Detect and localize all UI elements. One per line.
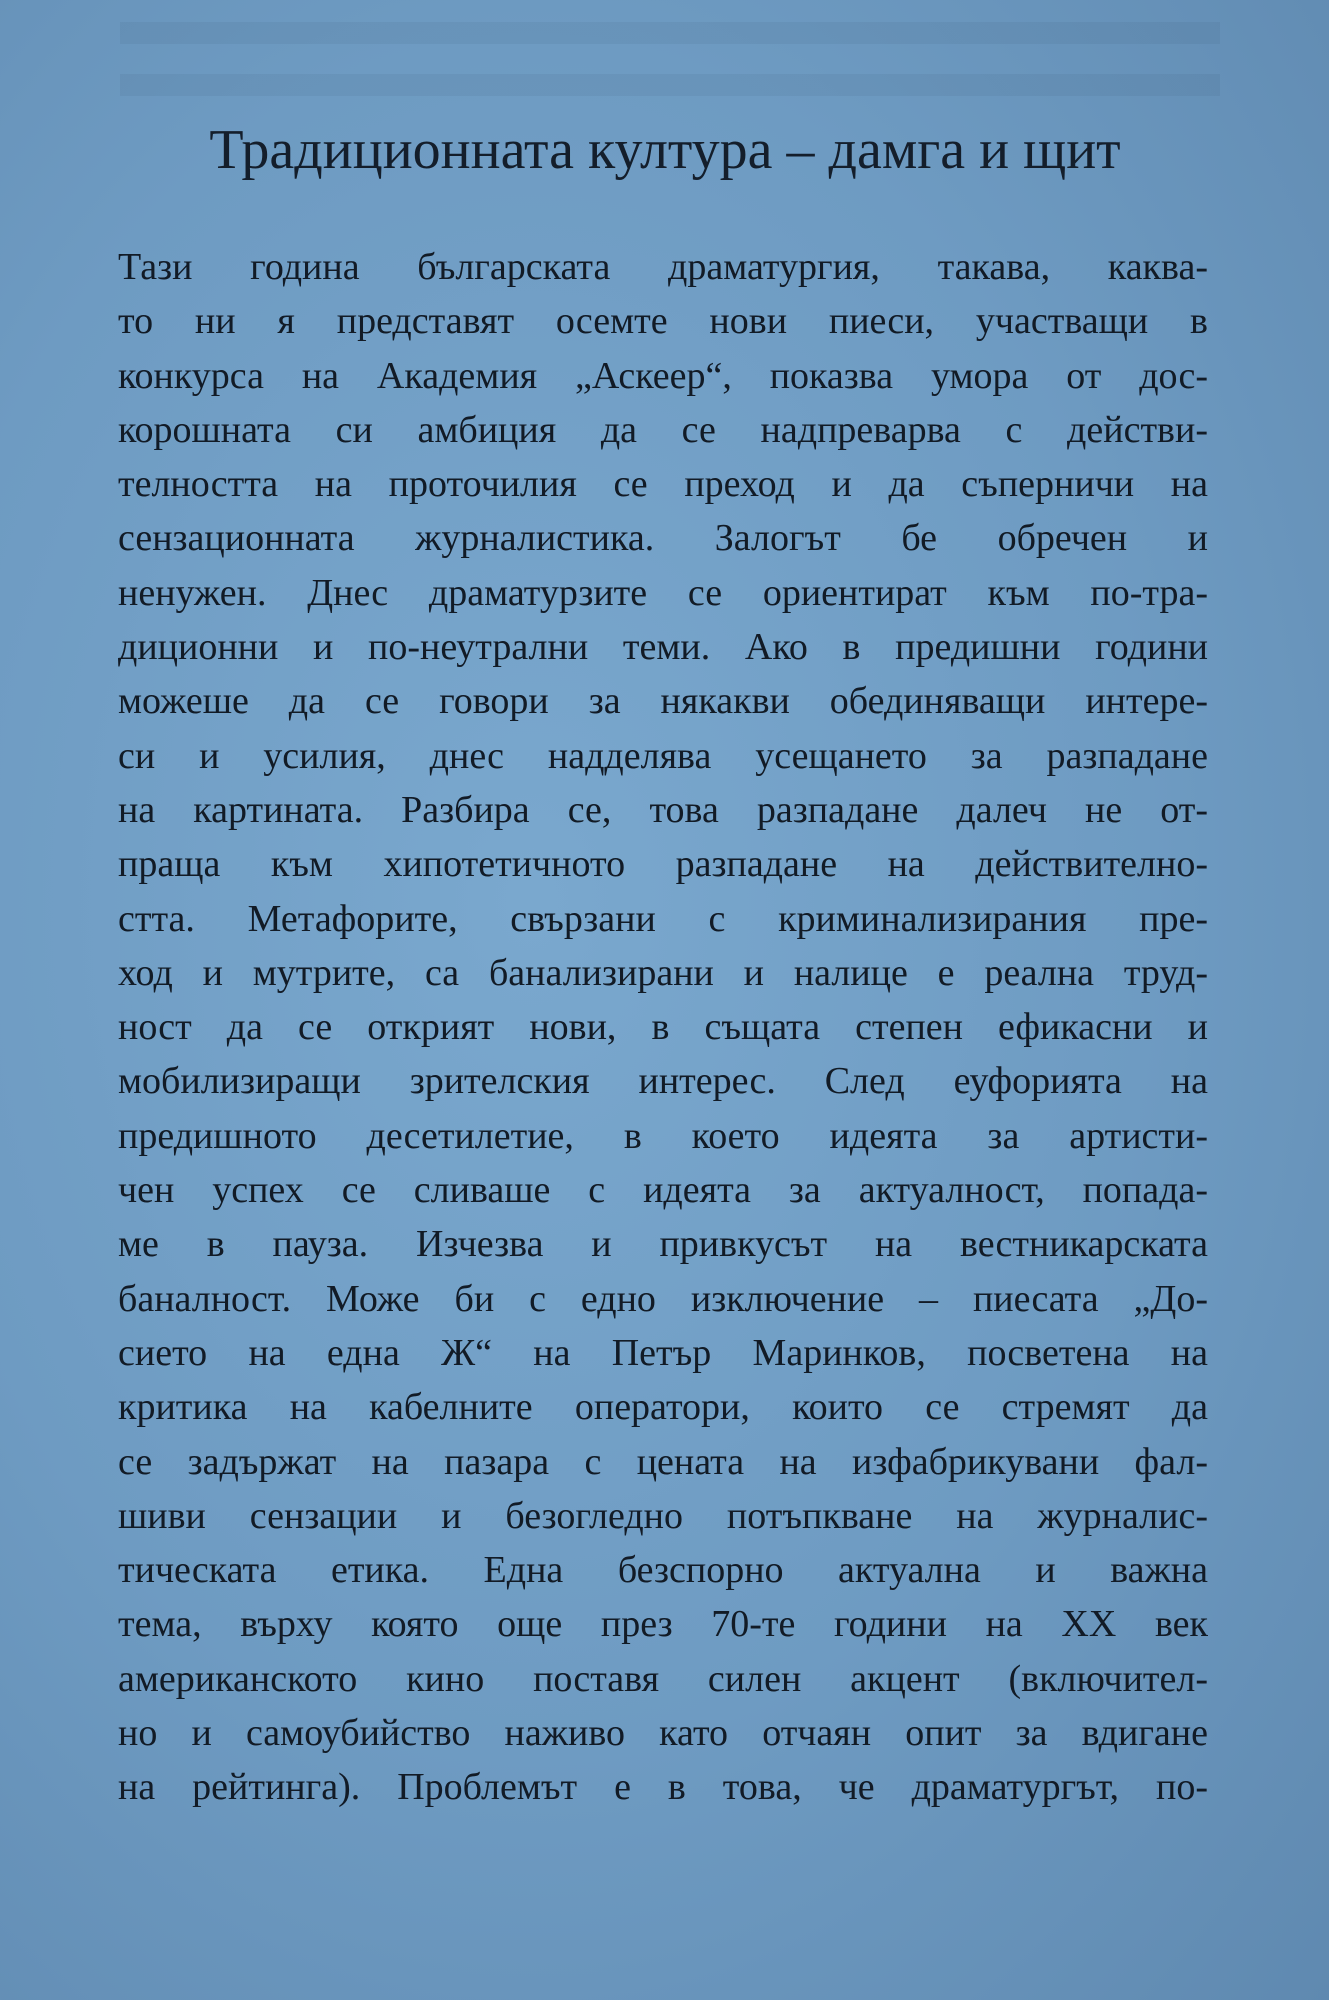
text-line: критика на кабелните оператори, които се стремят да (118, 1386, 1208, 1429)
text-line: но и самоубийство наживо като отчаян опит за вдигане (118, 1712, 1208, 1755)
text-line: стта. Метафорите, свързани с криминализирания пре- (118, 897, 1208, 940)
text-line: се задържат на пазара с цената на изфабрикувани фал- (118, 1440, 1208, 1483)
text-line: тема, върху която още през 70-те години на XX век (118, 1603, 1208, 1646)
text-line: праща към хипотетичното разпадане на действително- (118, 843, 1208, 886)
text-line: корошната си амбиция да се надпреварва с действи- (118, 408, 1208, 451)
text-line: Тази година българската драматургия, такава, каква- (118, 246, 1208, 288)
text-line: на рейтинга). Проблемът е в това, че драматургът, по- (118, 1766, 1208, 1809)
text-line: си и усилия, днес надделява усещането за разпадане (118, 734, 1208, 777)
text-line: тическата етика. Една безспорно актуална и важна (118, 1549, 1208, 1592)
text-line: конкурса на Академия „Аскеер“, показва умора от дос- (118, 354, 1208, 397)
chapter-title: Традиционната култура – дамга и щит (209, 119, 1121, 181)
bleed-through-text (120, 0, 1220, 110)
text-line: сието на една Ж“ на Петър Маринков, посветена на (118, 1331, 1208, 1374)
text-line: можеше да се говори за някакви обединяващи интере- (118, 680, 1208, 723)
text-line: американското кино поставя силен акцент (включител- (118, 1657, 1208, 1700)
text-line: шиви сензации и безогледно потъпкване на журналис- (118, 1494, 1208, 1537)
text-line: диционни и по-неутрални теми. Ако в предишни години (118, 626, 1208, 669)
text-line: то ни я представят осемте нови пиеси, участващи в (118, 300, 1208, 343)
text-line: ненужен. Днес драматурзите се ориентират към по-тра- (118, 571, 1208, 614)
text-line: чен успех се сливаше с идеята за актуалност, попада- (118, 1169, 1208, 1212)
body-paragraph (118, 240, 1208, 1815)
text-line: телността на проточилия се преход и да съперничи на (118, 463, 1208, 506)
text-line: мобилизиращи зрителския интерес. След еуфорията на (118, 1060, 1208, 1103)
text-line: на картината. Разбира се, това разпадане далеч не от- (118, 788, 1208, 831)
text-line: предишното десетилетие, в което идеята за артисти- (118, 1114, 1208, 1157)
text-line: баналност. Може би с едно изключение – пиесата „До- (118, 1277, 1208, 1320)
text-line: ход и мутрите, са банализирани и налице е реална труд- (118, 951, 1208, 994)
text-line: ност да се открият нови, в същата степен ефикасни и (118, 1006, 1208, 1049)
text-line: сензационната журналистика. Залогът бе обречен и (118, 517, 1208, 560)
text-line: ме в пауза. Изчезва и привкусът на вестникарската (118, 1223, 1208, 1266)
